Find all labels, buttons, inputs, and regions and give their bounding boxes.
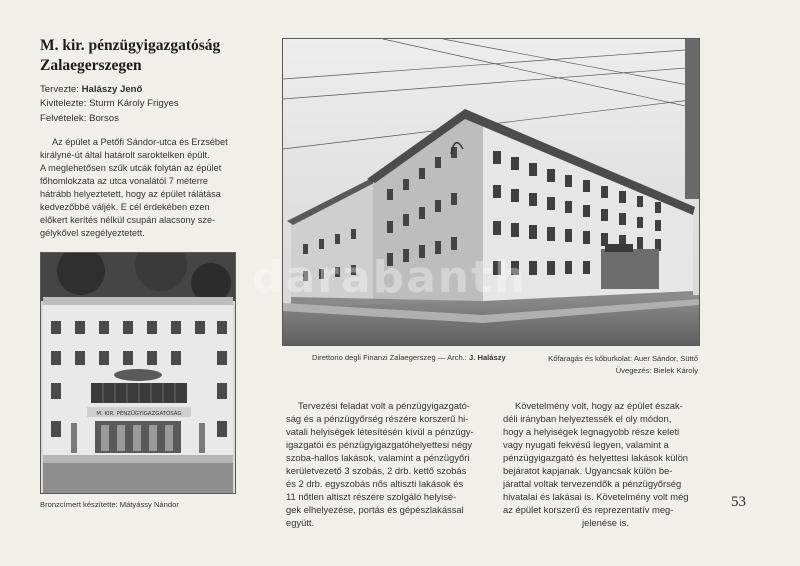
- facade-sign: M. KIR. PÉNZÜGYIGAZGATÓSÁG: [96, 411, 182, 417]
- facade-photo: [40, 252, 236, 494]
- credit-builder: Kivitelezte: Sturm Károly Frigyes: [40, 98, 179, 110]
- title-line-1: M. kir. pénzügyigazgatóság: [40, 37, 221, 54]
- body-column-2: Követelmény volt, hogy az épület észak- déli irányban helyeztessék el oly módon, hogy a helyiségek legnagyobb része keleti vagy nyugati fekvésű legyen, valamint a pénzügyigazgató és helyettesi lakások külön bejáratot kapjanak. Ugyancsak külön be- járattal voltak tervezendők a pénzügyőrség hivatalai és lakásai is. Követelmény volt még az épület korszerű és reprezentatív meg- jelenése is.: [503, 400, 689, 528]
- title-line-2: Zalaegerszegen: [40, 57, 142, 74]
- credit-photos: Felvételek: Borsos: [40, 112, 119, 124]
- article-title: [40, 36, 280, 76]
- photo-caption-credits: Kőfaragás és kőburkolat: Auer Sándor, Süttő Üvegezés: Bielek Károly: [548, 354, 698, 375]
- photo-caption-main: Direttorio degli Finanzi Zalaegerszeg — Arch.: J. Halászy: [312, 353, 506, 362]
- watermark: darabanth: [252, 252, 528, 303]
- page-number: 53: [731, 494, 746, 510]
- building-photo: [282, 38, 700, 346]
- credits-block: [40, 83, 280, 126]
- intro-paragraph: Az épület a Petőfi Sándor-utca és Erzsébet királyné-út által határolt saroktelken épült. A meglehetősen szűk utcák folytán az épület főhomlokzata az utca vonalától 7 méterre hátrább helyeztetett, hogy az épület rálátása kedvezőbbé váljék. E cél érdekében ezen előkert kerítés nélkül csupán alacsony sze- gélykővel szegélyeztetett.: [40, 137, 228, 238]
- body-column-1: Tervezési feladat volt a pénzügyigazgató- ság és a pénzügyőrség részére korszerű hi- vatali helyiségek létesítésén kívül a pénzügy- igazgatói és pénzügyigazgatóhelyettesi négy szoba-hallos lakások, valamint a pénzügyőri kerületvezető 3 szobás, 2 drb. kettő szobás és 2 drb. egyszobás nős altiszti lakások és 11 nőtlen altiszt részére szolgáló helyisé- gek elhelyezése, portás és gépészlakással együtt.: [286, 400, 474, 528]
- credit-designer: Tervezte: Halászy Jenő: [40, 84, 143, 95]
- photo-caption-small: Bronzcímert készítette: Mátyássy Nándor: [40, 500, 179, 509]
